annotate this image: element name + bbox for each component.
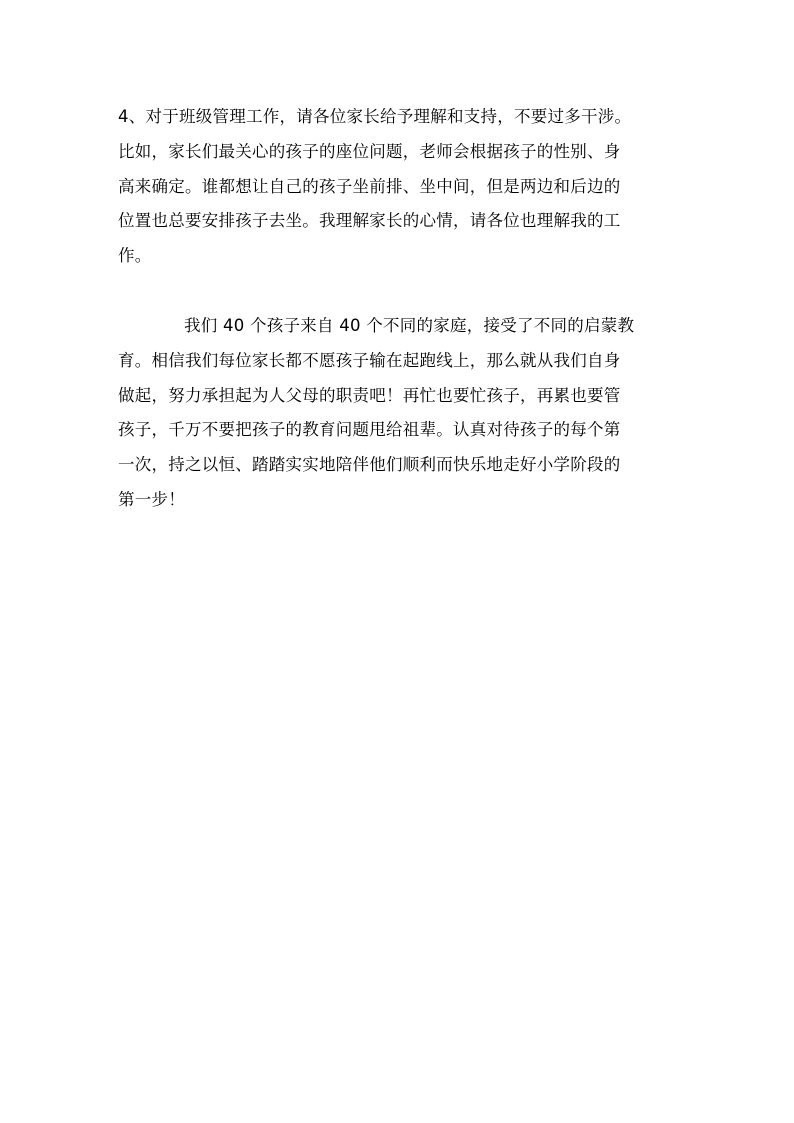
paragraph-line: 作。 [118,246,152,266]
paragraph-line: 孩子，千万不要把孩子的教育问题甩给祖辈。认真对待孩子的每个第 [118,420,621,440]
paragraph-class-management [118,100,678,274]
paragraph [118,309,678,518]
paragraph-line: 4、对于班级管理工作，请各位家长给予理解和支持，不要过多干涉。 [118,107,632,126]
paragraph-line: 育。相信我们每位家长都不愿孩子输在起跑线上，那么就从我们自身 [118,350,621,370]
paragraph-line-indented: 我们 40 个孩子来自 40 个不同的家庭，接受了不同的启蒙教 [184,316,635,335]
paragraph-line: 位置也总要安排孩子去坐。我理解家长的心情，请各位也理解我的工 [118,211,621,231]
paragraph [118,100,678,274]
paragraph-family-education [118,309,678,518]
paragraph-line: 比如，家长们最关心的孩子的座位问题，老师会根据孩子的性别、身 [118,141,621,161]
paragraph-line: 第一步！ [118,489,185,509]
paragraph-line: 做起，努力承担起为人父母的职责吧！再忙也要忙孩子，再累也要管 [118,385,621,405]
paragraph-line: 高来确定。谁都想让自己的孩子坐前排、坐中间，但是两边和后边的 [118,176,621,196]
paragraph-line: 一次，持之以恒、踏踏实实地陪伴他们顺利而快乐地走好小学阶段的 [118,455,621,475]
